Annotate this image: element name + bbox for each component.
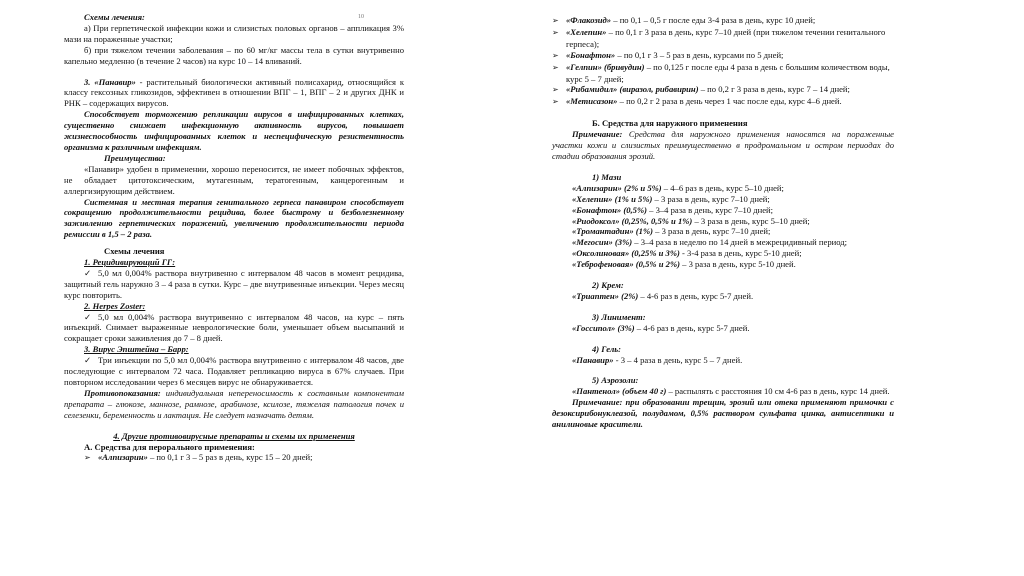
arrow-bullet-icon: ➢ <box>552 27 559 37</box>
gel-item: «Панавир» - 3 – 4 раза в день, курс 5 – 7 дней. <box>572 354 743 365</box>
oral-drug-alpizarin: ➢ «Алпизарин» – по 0,1 г 3 – 5 раз в день, курс 15 – 20 дней; <box>84 452 313 463</box>
arrow-bullet-icon: ➢ <box>552 16 559 25</box>
checkmark-icon: ✓ <box>84 355 92 366</box>
right-page <box>548 0 898 576</box>
arrow-bullet-icon: ➢ <box>552 62 559 72</box>
final-note: Примечание: при образовании трещин, эрозий или отека применяют примочки с дезоксирибонуклеазой, полудамом, 0,5% раствором сульфата цинка, антисептики и анилиновые красители. <box>552 397 894 430</box>
oral-drug-item: ➢ «Рибамидил» (виразол, рибавирин) – по 0,2 г 3 раза в день, курс 7 – 14 дней; <box>552 84 850 95</box>
left-page <box>58 0 408 576</box>
external-drugs-heading: Б. Средства для наружного применения <box>592 118 748 129</box>
advantages-heading: Преимущества: <box>104 152 166 163</box>
ointments-list <box>552 183 894 270</box>
aerosol-item: «Пантенол» (объем 40 г) – распылять с расстояния 10 см 4-6 раз в день, курс 14 дней. <box>572 386 890 397</box>
oral-drugs-list <box>552 15 894 108</box>
checkmark-icon: ✓ <box>84 311 92 322</box>
gel-heading: 4) Гель: <box>592 343 622 354</box>
schemes2-heading: Схемы лечения <box>104 246 165 257</box>
arrow-bullet-icon: ➢ <box>552 85 559 95</box>
other-drugs-heading: 4. Другие противовирусные препараты и схемы их применения <box>113 430 355 441</box>
ointment-item: «Риодоксол» (0,25%, 0,5% и 1%) – 3 раза в день, курс 5–10 дней; <box>572 215 810 226</box>
herpes-zoster-heading: 2. Herpes Zoster: <box>84 300 146 311</box>
liniment-item: «Госсипол» (3%) – 4-6 раз в день, курс 5-7 дней. <box>572 322 750 333</box>
arrow-bullet-icon: ➢ <box>552 50 559 60</box>
ointment-item: «Оксолиновая» (0,25% и 3%) - 3-4 раза в день, курс 5-10 дней; <box>572 248 802 259</box>
schemes-heading: Схемы лечения: <box>84 12 145 22</box>
recurrent-herpes-heading: 1. Рецидивирующий ГГ: <box>84 257 176 268</box>
oral-drug-item: ➢ «Метисазон» – по 0,2 г 2 раза в день через 1 час после еды, курс 4–6 дней. <box>552 96 842 107</box>
ebv-text: ✓ Три инъекции по 5,0 мл 0,004% раствора внутривенно с интервалом 48 часов, две последующие с интервалом 72 часа. Подавляет репликацию вируса в 67% случаев. При повторном исследовании через 6 месяцев вирус не обнаруживается. <box>64 355 404 387</box>
oral-drugs-heading: А. Средства для перорального применения: <box>84 441 255 452</box>
oral-drug-item: ➢ «Гелпин» (бривудин) – по 0,125 г после еды 4 раза в день с большим количеством воды, курс 5 – 7 дней; <box>552 61 890 84</box>
checkmark-icon: ✓ <box>84 267 92 278</box>
ointment-item: «Теброфеновая» (0,5% и 2%) – 3 раза в день, курс 5-10 дней. <box>572 259 796 270</box>
page-number: 10 <box>358 14 364 20</box>
scheme-b: б) при тяжелом течении заболевания – по 60 мг/кг массы тела в сутки внутривенно капельно медленно (в течение 2 часов) на курс 10 – 14 вливаний. <box>64 44 404 66</box>
cream-heading: 2) Крем: <box>592 280 624 291</box>
oral-drug-item: ➢ «Бонафтон» – по 0,1 г 3 – 5 раз в день, курсами по 5 дней; <box>552 49 784 60</box>
therapy-text: Системная и местная терапия генитального герпеса панавиром способствует сокращению продолжительности рецидива, более быстрому и безболезненному заживлению герпетических поражений, увеличению продолжительности периода ремиссии в 1,5 – 2 раза. <box>64 196 404 240</box>
ointment-item: «Хелепин» (1% и 5%) – 3 раза в день, курс 7–10 дней; <box>572 193 770 204</box>
cream-item: «Триаптен» (2%) – 4-6 раз в день, курс 5-7 дней. <box>572 290 754 301</box>
panavir-heading: 3. «Панавир» <box>84 76 136 87</box>
ebv-heading: 3. Вирус Эпштейна – Барр: <box>84 344 189 355</box>
liniment-heading: 3) Линимент: <box>592 311 646 322</box>
advantages-text: «Панавир» удобен в применении, хорошо переносится, не имеет побочных эффектов, не обладает цитотоксическим, мутагенным, тератогенным, канцерогенным и аллергизирующим действием. <box>64 163 404 196</box>
contraindications: Противопоказания: индивидуальная непереносимость к составным компонентам препарата – глюкозе, маннозе, рамнозе, арабинозе, ксилозе, тяжелая патология почек и селезенки, беременность и лактация. Не следует назначать детям. <box>64 387 404 420</box>
ointment-item: «Бонафтон» (0,5%) – 3–4 раза в день, курс 7–10 дней; <box>572 204 774 215</box>
arrow-bullet-icon: ➢ <box>84 453 91 463</box>
contraindications-heading: Противопоказания: <box>84 387 161 398</box>
ointment-item: «Мегосин» (3%) – 3–4 раза в неделю по 14 дней в межрецидивный период; <box>572 237 848 248</box>
panavir-paragraph <box>64 77 404 110</box>
oral-drug-item: ➢ «Хелепин» – по 0,1 г 3 раза в день, курс 7–10 дней (при тяжелом течении генитального герпеса); <box>552 26 886 49</box>
aerosol-heading: 5) Аэрозоли: <box>592 375 639 386</box>
external-note: Примечание: Средства для наружного применения наносятся на пораженные участки кожи и слизистых преимущественно в продромальном и остром периодах до стадии образования эрозий. <box>552 129 894 161</box>
ointments-heading: 1) Мази <box>592 171 622 182</box>
panavir-description: - растительный биологически активный полисахарид, относящийся к классу гексозных гликозидов, эффективен в отношении ВПГ – 1, ВПГ – 2 и других ДНК и РНК – содержащих вирусов. <box>64 76 405 109</box>
ointment-item: «Алпизарин» (2% и 5%) – 4–6 раз в день, курс 5–10 дней; <box>572 182 784 193</box>
oral-drug-item: ➢ «Флакозид» – по 0,1 – 0,5 г после еды 3-4 раза в день, курс 10 дней; <box>552 15 816 25</box>
herpes-zoster-text: ✓ 5,0 мл 0,004% раствора внутривенно с интервалом 48 часов, на курс – пять инъекций. Снимает выраженные неврологические боли, уменьшает объем высыпаний и сокращает сроки заживления до 7 – 8 дней. <box>64 311 404 344</box>
panavir-effect: Способствует торможению репликации вирусов в инфицированных клетках, существенно снижает инфекционную активность вирусов, повышает жизнеспособность инфицированных клеток и неспецифическую резистентность организма к различным инфекциям. <box>64 109 404 152</box>
scheme-a: а) При герпетической инфекции кожи и слизистых половых органов – аппликация 3% мази на пораженные участки; <box>64 22 404 44</box>
recurrent-herpes-text: ✓ 5,0 мл 0,004% раствора внутривенно с интервалом 48 часов в момент рецидива, защитный гель наружно 3 – 4 раза в сутки. Курс – две внутривенные инъекции. Через месяц курс повторить. <box>64 267 404 300</box>
arrow-bullet-icon: ➢ <box>552 97 559 107</box>
ointment-item: «Тромантадин» (1%) – 3 раза в день, курс 7–10 дней; <box>572 226 771 237</box>
